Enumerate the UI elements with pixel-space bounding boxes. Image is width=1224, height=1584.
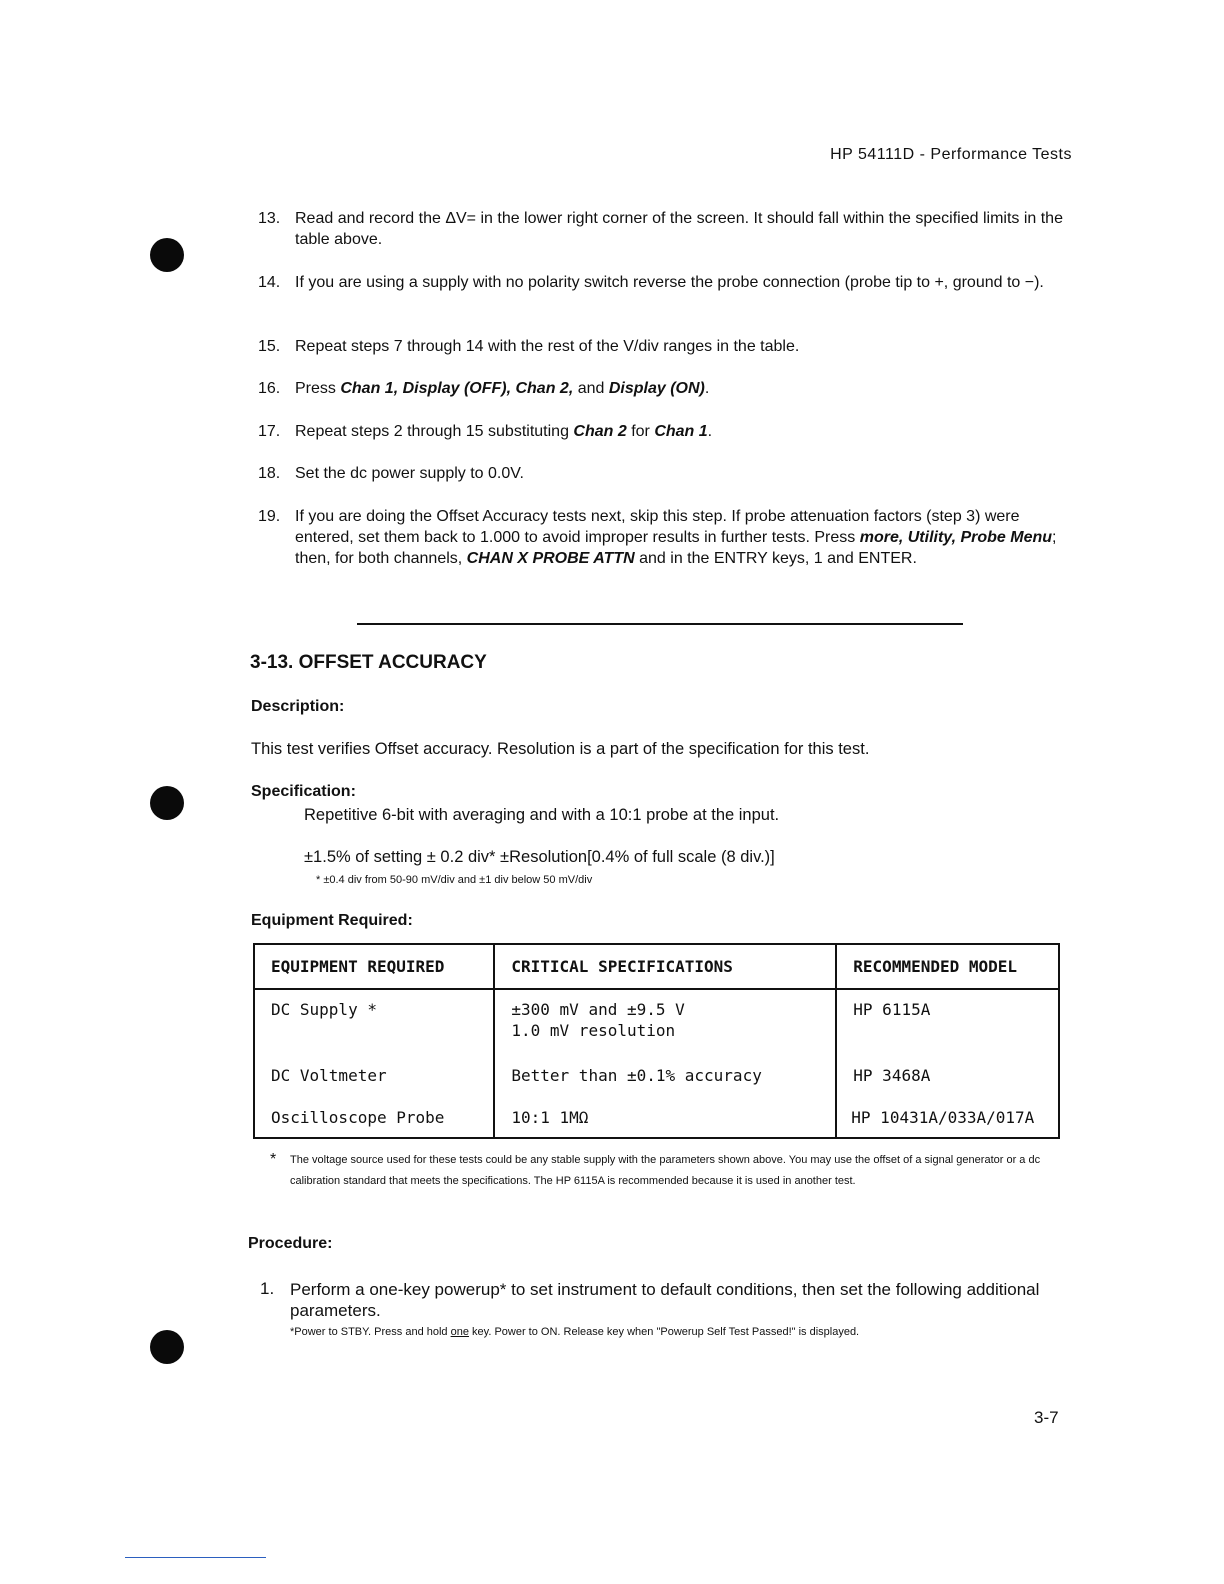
description-text: This test verifies Offset accuracy. Resolution is a part of the specification for this test.	[251, 740, 870, 758]
equipment-cell: DC Voltmeter	[254, 1054, 494, 1097]
step-text: Set the dc power supply to 0.0V.	[295, 465, 524, 482]
key-sequence: Display (ON)	[608, 380, 705, 397]
equipment-cell: DC Supply *	[254, 989, 494, 1054]
step-text: If you are using a supply with no polarity switch reverse the probe connection (probe tip to +, ground to −).	[295, 274, 1044, 291]
table-note: The voltage source used for these tests could be any stable supply with the parameters shown above. You may use the offset of a signal generator or a dc calibration standard that meets the specifications. The HP 6115A is recommended because it is used in another test.	[290, 1154, 1041, 1187]
step-text: Read and record the ΔV= in the lower right corner of the screen. It should fall within the specified limits in the table above.	[295, 210, 1063, 248]
specification-line-2: ±1.5% of setting ± 0.2 div* ±Resolution[0.4% of full scale (8 div.)]	[304, 848, 775, 866]
step-number: 17.	[258, 423, 281, 440]
step-number: 16.	[258, 380, 281, 397]
spec-cell: Better than ±0.1% accuracy	[494, 1054, 836, 1097]
key-sequence: more, Utility, Probe Menu	[859, 529, 1053, 546]
step-17	[258, 421, 1068, 442]
specification-footnote: * ±0.4 div from 50-90 mV/div and ±1 div below 50 mV/div	[316, 874, 593, 886]
binder-hole-2	[150, 786, 184, 820]
procedure-footnote: *Power to STBY. Press and hold one key. Power to ON. Release key when "Powerup Self Test Passed!" is displayed.	[290, 1326, 860, 1338]
description-label: Description:	[251, 698, 345, 715]
table-row	[254, 1054, 1059, 1097]
step-16	[258, 378, 1068, 399]
column-header: CRITICAL SPECIFICATIONS	[494, 944, 836, 989]
step-18	[258, 463, 1068, 484]
procedure-label: Procedure:	[248, 1235, 333, 1252]
step-text: Repeat steps 7 through 14 with the rest of the V/div ranges in the table.	[295, 338, 800, 355]
binder-hole-1	[150, 238, 184, 272]
step-text: Repeat steps 2 through 15 substituting Chan 2 for Chan 1.	[295, 423, 713, 440]
spec-cell: 10:1 1MΩ	[494, 1097, 836, 1138]
step-15	[258, 336, 1068, 357]
table-header-row	[254, 944, 1059, 989]
step-number: 14.	[258, 274, 281, 291]
equipment-cell: Oscilloscope Probe	[254, 1097, 494, 1138]
table-row	[254, 1097, 1059, 1138]
spec-cell: ±300 mV and ±9.5 V 1.0 mV resolution	[494, 989, 836, 1054]
step-text: Press Chan 1, Display (OFF), Chan 2, and Display (ON).	[295, 380, 710, 397]
key-name: Chan 1	[654, 423, 708, 440]
model-cell: HP 3468A	[836, 1054, 1059, 1097]
page-number: 3-7	[1034, 1408, 1059, 1427]
equipment-table	[253, 943, 1060, 1139]
section-divider	[357, 623, 963, 625]
key-name: Chan 2	[573, 423, 627, 440]
model-cell: HP 10431A/033A/017A	[836, 1097, 1059, 1138]
column-header: RECOMMENDED MODEL	[836, 944, 1059, 989]
step-14	[258, 272, 1068, 293]
section-title: 3-13. OFFSET ACCURACY	[250, 652, 487, 673]
step-number: 15.	[258, 338, 281, 355]
step-text: If you are doing the Offset Accuracy tests next, skip this step. If probe attenuation factors (step 3) were entered, set them back to 1.000 to avoid improper results in further tests. Press more, Utility, Probe Menu; then, for both channels, CHAN X PROBE ATTN and in the ENTRY keys, 1 and ENTER.	[295, 508, 1057, 567]
equipment-label: Equipment Required:	[251, 912, 413, 929]
step-number: 18.	[258, 465, 281, 482]
step-13	[258, 208, 1068, 250]
specification-label: Specification:	[251, 783, 356, 800]
procedure-step-number: 1.	[260, 1279, 275, 1298]
softkey-name: CHAN X PROBE ATTN	[466, 550, 635, 567]
model-cell: HP 6115A	[836, 989, 1059, 1054]
column-header: EQUIPMENT REQUIRED	[254, 944, 494, 989]
binder-hole-3	[150, 1330, 184, 1364]
bottom-divider	[125, 1557, 266, 1558]
step-number: 19.	[258, 508, 281, 525]
table-note-marker: *	[270, 1151, 277, 1168]
table-row	[254, 989, 1059, 1054]
step-19	[258, 506, 1068, 569]
running-header: HP 54111D - Performance Tests	[830, 146, 1072, 163]
key-sequence: Chan 1, Display (OFF), Chan 2,	[340, 380, 574, 397]
step-number: 13.	[258, 210, 281, 227]
procedure-step-text: Perform a one-key powerup* to set instrument to default conditions, then set the following additional parameters.	[290, 1280, 1040, 1320]
specification-line-1: Repetitive 6-bit with averaging and with a 10:1 probe at the input.	[304, 806, 780, 824]
